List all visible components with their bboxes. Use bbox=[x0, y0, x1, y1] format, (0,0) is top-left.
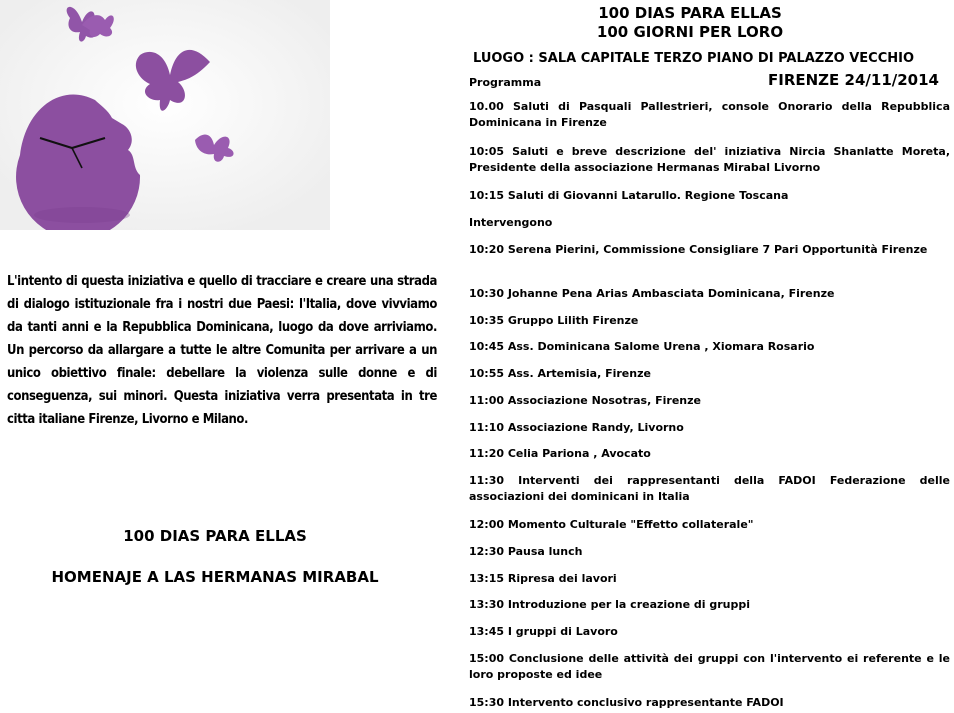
program-item: 13:15 Ripresa dei lavori bbox=[469, 572, 617, 585]
program-item: 10:45 Ass. Dominicana Salome Urena , Xiomara Rosario bbox=[469, 340, 815, 353]
program-item: 10:55 Ass. Artemisia, Firenze bbox=[469, 367, 651, 380]
program-item: 15:00 Conclusione delle attività dei gruppi con l'intervento ei referente e le loro proposte ed idee bbox=[469, 652, 950, 681]
header-line-2: 100 GIORNI PER LORO bbox=[596, 23, 784, 41]
program-item: 12:00 Momento Culturale "Effetto collaterale" bbox=[469, 518, 754, 531]
left-title-1: 100 DIAS PARA ELLAS bbox=[123, 527, 307, 545]
program-item: 10:35 Gruppo Lilith Firenze bbox=[469, 314, 639, 327]
program-item: 11:20 Celia Pariona , Avocato bbox=[469, 447, 651, 460]
program-item: 11:00 Associazione Nosotras, Firenze bbox=[469, 394, 701, 407]
city-date: FIRENZE 24/11/2014 bbox=[768, 71, 939, 89]
program-item: 10:20 Serena Pierini, Commissione Consigliare 7 Pari Opportunità Firenze bbox=[469, 243, 928, 256]
intro-paragraph: L'intento di questa iniziativa e quello di tracciare e creare una strada di dialogo istituzionale fra i nostri due Paesi: l'Italia, dove vivviamo da tanti anni e la Repubblica Dominicana, luogo da dove arriviamo. Un percorso da allargare a tutte le altre Comunita per arrivare a un unico obiettivo finale: debellare la violenza sulle donne e di conseguenza, sui minori. Questa iniziativa verra presentata in tre citta italiane Firenze, Livorno e Milano. bbox=[7, 273, 437, 427]
program-item: 15:30 Intervento conclusivo rappresentante FADOI bbox=[469, 696, 784, 709]
program-item: 11:10 Associazione Randy, Livorno bbox=[469, 421, 684, 434]
header-line-1: 100 DIAS PARA ELLAS bbox=[598, 4, 782, 22]
program-item: 10.00 Saluti di Pasquali Pallestrieri, console Onorario della Repubblica Dominicana in Firenze bbox=[469, 100, 950, 129]
program-item: 10:15 Saluti di Giovanni Latarullo. Regione Toscana bbox=[469, 189, 789, 202]
program-item: Intervengono bbox=[469, 216, 553, 229]
program-item: 13:30 Introduzione per la creazione di gruppi bbox=[469, 598, 750, 611]
program-item: 12:30 Pausa lunch bbox=[469, 545, 583, 558]
programma-label: Programma bbox=[469, 76, 542, 89]
venue-line: LUOGO : SALA CAPITALE TERZO PIANO DI PALAZZO VECCHIO bbox=[473, 51, 915, 66]
program-item: 10:05 Saluti e breve descrizione del' iniziativa Nircia Shanlatte Moreta, Presidente della associazione Hermanas Mirabal Livorno bbox=[469, 145, 950, 174]
program-item: 10:30 Johanne Pena Arias Ambasciata Dominicana, Firenze bbox=[469, 287, 835, 300]
program-item: 11:30 Interventi dei rappresentanti della FADOI Federazione delle associazioni dei dominicani in Italia bbox=[469, 474, 950, 503]
left-title-2: HOMENAJE A LAS HERMANAS MIRABAL bbox=[51, 568, 379, 586]
butterfly-clock-illustration bbox=[0, 0, 330, 230]
program-item: 13:45 I gruppi di Lavoro bbox=[469, 625, 618, 638]
